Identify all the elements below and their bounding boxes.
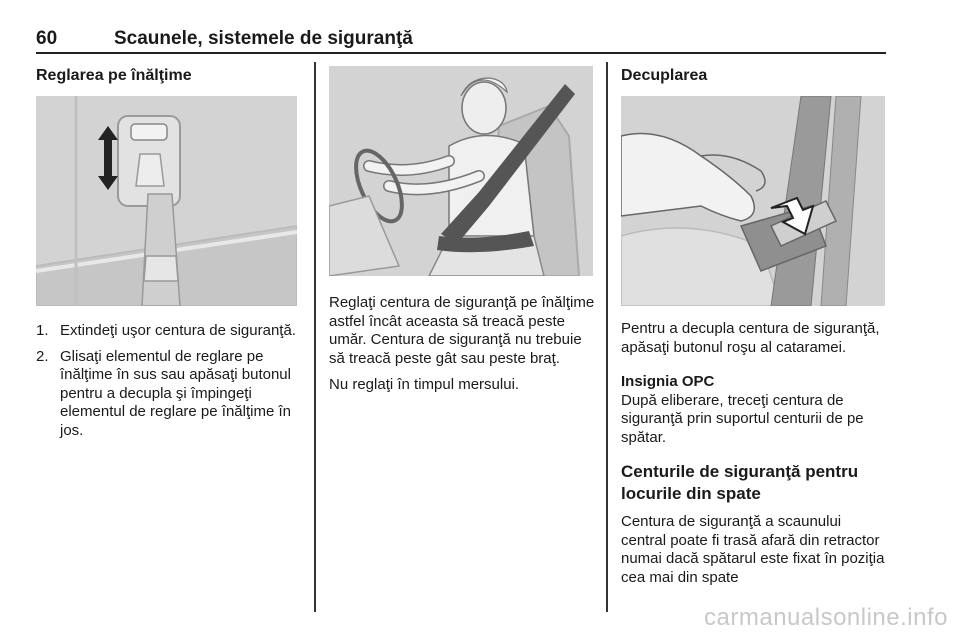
column-divider-right [606, 62, 608, 612]
opc-paragraph: După eliberare, treceţi centura de siguranţă prin suportul centurii de pe spătar. [621, 391, 864, 446]
step-item [36, 348, 298, 441]
left-steps [36, 322, 298, 447]
rear-belts-paragraph: Centura de siguranţă a scaunului central poate fi trasă afară din retractor numai dacă spătarul este fixat în poziţia cea mai din spate [621, 513, 885, 586]
driver-seatbelt-illustration [329, 66, 593, 276]
step-number: 1. [36, 322, 49, 339]
step-item [36, 322, 298, 341]
section-heading-unbuckle: Decuplarea [621, 67, 708, 84]
step-text: Extindeţi uşor centura de siguranţă. [60, 322, 296, 339]
opc-label: Insignia OPC [621, 373, 715, 390]
no-adjust-while-driving: Nu reglaţi în timpul mersului. [329, 376, 520, 393]
step-text: Glisaţi elementul de reglare pe înălţime în sus sau apăsaţi butonul pentru a decupla şi împingeţi elementul de reglare pe înălţime în jos. [60, 347, 291, 439]
step-list [36, 322, 298, 440]
step-number: 2. [36, 347, 49, 365]
left-column [36, 62, 298, 86]
right-column [621, 62, 887, 86]
belt-adjust-paragraph: Reglaţi centura de siguranţă pe înălţime astfel încât aceasta să treacă peste umăr. Centura de siguranţă nu trebuie să treacă peste gât sau peste braţ. [329, 294, 595, 367]
chapter-title: Scaunele, sistemele de siguranţă [114, 28, 413, 49]
column-divider-left [314, 62, 316, 612]
section-heading-height-adjust: Reglarea pe înălţime [36, 67, 192, 84]
unbuckle-paragraph: Pentru a decupla centura de siguranţă, apăsaţi butonul roşu al cataramei. [621, 320, 880, 356]
section-heading-rear-belts: Centurile de siguranţă pentru locurile din spate [621, 462, 859, 503]
height-adjuster-illustration [36, 96, 297, 306]
middle-column [329, 294, 595, 395]
header-divider [36, 52, 886, 54]
page-header [36, 28, 886, 54]
watermark: carmanualsonline.info [704, 604, 948, 631]
buckle-release-illustration [621, 96, 885, 306]
right-body [621, 320, 889, 587]
page-number: 60 [36, 28, 58, 49]
